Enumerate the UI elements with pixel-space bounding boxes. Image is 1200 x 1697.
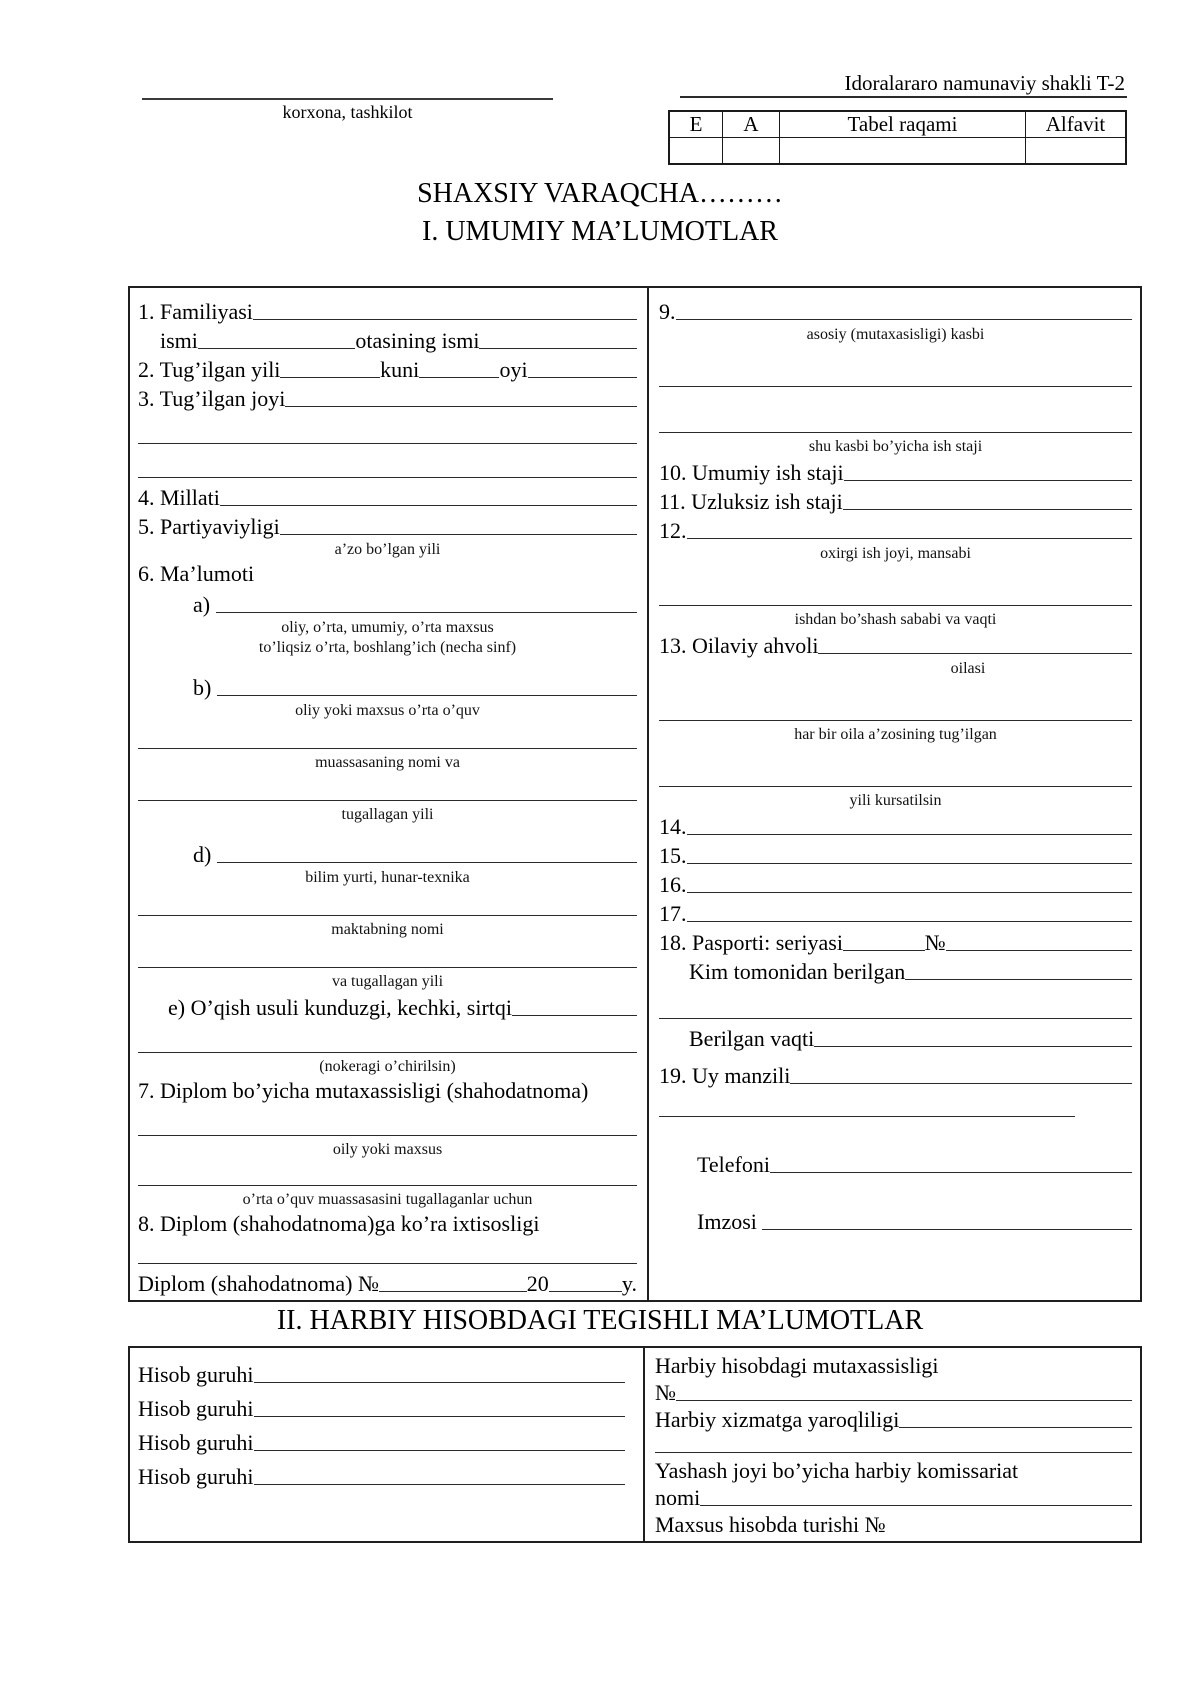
- field-label: ismi: [160, 328, 198, 353]
- field-caption: maktabning nomi: [331, 921, 444, 938]
- field-label: 19. Uy manzili: [659, 1063, 791, 1088]
- spacer: [138, 888, 637, 896]
- form-field-line: [689, 956, 1132, 985]
- fill-line: [843, 509, 1132, 510]
- field-label: №: [655, 1380, 676, 1405]
- field-label: Imzosi: [697, 1209, 763, 1234]
- field-caption: muassasaning nomi va: [315, 754, 460, 771]
- field-caption: o’rta o’quv muassasasini tugallaganlar uchun: [242, 1191, 533, 1208]
- field-caption: ishdan bo’shash sababi va vaqti: [794, 611, 997, 628]
- fill-line: [843, 950, 925, 951]
- section1-right-column: [649, 288, 1140, 1300]
- spacer: [659, 985, 1132, 999]
- form-text-line: 6. Ma’lumoti: [138, 561, 255, 586]
- id-table-empty-cell: [670, 138, 723, 163]
- blank-fill-line: [659, 767, 1132, 787]
- form-field-line: [168, 992, 637, 1021]
- spacer: [659, 1052, 1132, 1060]
- fill-line: [687, 538, 1133, 539]
- form-field-line: [659, 1060, 1132, 1089]
- field-caption: oxirgi ish joyi, mansabi: [820, 545, 971, 562]
- form-text-line: Harbiy hisobdagi mutaxassisligi: [655, 1353, 939, 1378]
- blank-fill-line: [138, 1166, 637, 1186]
- field-label: 1. Familiyasi: [138, 299, 253, 324]
- fill-line: [762, 1229, 1132, 1230]
- field-label: 5. Partiyaviyligi: [138, 514, 280, 539]
- fill-line: [687, 921, 1133, 922]
- fill-line: [814, 1046, 1132, 1047]
- form-field-line: [659, 630, 1132, 659]
- form-field-line: [138, 296, 637, 325]
- spacer: [138, 412, 637, 424]
- id-table-cell-alfavit: Alfavit: [1026, 112, 1125, 138]
- form-field-line: [659, 486, 1132, 515]
- field-label: nomi: [655, 1485, 701, 1510]
- fill-line: [419, 377, 499, 378]
- fill-line: [946, 950, 1132, 951]
- blank-fill-line: [659, 999, 1132, 1019]
- field-label: 20: [526, 1271, 549, 1296]
- form-field-line: [659, 927, 1132, 956]
- spacer: [138, 1106, 637, 1116]
- fill-line: [770, 1172, 1132, 1173]
- field-label: Hisob guruhi: [138, 1362, 254, 1387]
- form-field-line: [160, 325, 637, 354]
- section1-title: I. UMUMIY MA’LUMOTLAR: [422, 216, 778, 247]
- field-label: Harbiy xizmatga yaroqliligi: [655, 1407, 900, 1432]
- field-label: b): [193, 675, 217, 700]
- fill-line: [217, 862, 637, 863]
- fill-line: [254, 1484, 626, 1485]
- field-label: oyi: [499, 357, 528, 382]
- field-label: Hisob guruhi: [138, 1430, 254, 1455]
- fill-line: [254, 1450, 626, 1451]
- form-field-line: [655, 1406, 1132, 1433]
- field-label: d): [193, 842, 217, 867]
- id-table-cell-tabel-raqami: Tabel raqami: [780, 112, 1026, 138]
- form-field-line: [138, 1456, 625, 1490]
- fill-line: [220, 505, 637, 506]
- fill-line: [253, 319, 637, 320]
- field-caption: oily yoki maxsus: [332, 1141, 443, 1158]
- spacer: [659, 745, 1132, 767]
- section2-box: [128, 1346, 1142, 1543]
- field-caption: a’zo bo’lgan yili: [334, 541, 441, 558]
- blank-fill-line: [655, 1433, 1132, 1453]
- field-label: 12.: [659, 518, 687, 543]
- field-label: y.: [621, 1271, 637, 1296]
- form-field-line: [697, 1149, 1132, 1178]
- fill-line: [198, 348, 356, 349]
- spacer: [659, 391, 1132, 413]
- field-label: Berilgan vaqti: [689, 1026, 815, 1051]
- blank-fill-line: [659, 701, 1132, 721]
- form-field-line: [193, 839, 637, 868]
- fill-line: [676, 1400, 1132, 1401]
- fill-line: [216, 612, 637, 613]
- form-field-line: [138, 1422, 625, 1456]
- field-caption: oliy, o’rta, umumiy, o’rta maxsus: [281, 619, 494, 636]
- field-caption: to’liqsiz o’rta, boshlang’ich (necha sinf): [258, 639, 517, 656]
- spacer: [659, 1121, 1132, 1149]
- spacer: [138, 773, 637, 781]
- field-caption: har bir oila a’zosining tug’ilgan: [794, 726, 997, 743]
- field-label: 18. Pasporti: seriyasi: [659, 930, 843, 955]
- spacer: [138, 1021, 637, 1033]
- field-label: 10. Umumiy ish staji: [659, 460, 844, 485]
- field-label: 13. Oilaviy ahvoli: [659, 633, 819, 658]
- section2-left-column: [130, 1348, 645, 1541]
- field-caption: asosiy (mutaxasisligi) kasbi: [806, 326, 985, 343]
- field-caption: shu kasbi bo’yicha ish staji: [808, 438, 983, 455]
- form-field-line: [655, 1379, 1132, 1406]
- form-field-line: [659, 811, 1132, 840]
- field-label: 3. Tug’ilgan joyi: [138, 386, 286, 411]
- blank-fill-line: [138, 781, 637, 801]
- id-table-cell-e: E: [670, 112, 723, 138]
- fill-line: [790, 1083, 1132, 1084]
- field-caption: va tugallagan yili: [331, 973, 444, 990]
- form-text-line: 8. Diplom (shahodatnoma)ga ko’ra ixtisosligi: [138, 1211, 540, 1236]
- form-field-line: [697, 1206, 1132, 1235]
- form-field-line: [138, 383, 637, 412]
- field-label: 16.: [659, 872, 687, 897]
- spacer: [659, 1089, 1132, 1097]
- field-label: Hisob guruhi: [138, 1464, 254, 1489]
- field-label: 11. Uzluksiz ish staji: [659, 489, 843, 514]
- id-table-empty-cell: [723, 138, 780, 163]
- spacer: [138, 448, 637, 458]
- field-label: otasining ismi: [355, 328, 480, 353]
- field-label: №: [924, 930, 946, 955]
- form-field-line: [138, 1297, 637, 1300]
- blank-fill-line: [138, 896, 637, 916]
- fill-line: [280, 377, 380, 378]
- fill-line: [285, 406, 637, 407]
- spacer: [138, 721, 637, 729]
- field-caption: oilasi: [950, 660, 986, 677]
- field-label: 4. Millati: [138, 485, 220, 510]
- blank-fill-line: [138, 729, 637, 749]
- field-label: a): [193, 592, 216, 617]
- spacer: [659, 564, 1132, 586]
- form-field-line: [689, 1023, 1132, 1052]
- spacer: [659, 1178, 1132, 1206]
- form-text-line: Yashash joyi bo’yicha harbiy komissariat: [655, 1458, 1019, 1483]
- form-field-line: [138, 1354, 625, 1388]
- fill-line: [280, 534, 637, 535]
- field-label: 14.: [659, 814, 687, 839]
- spacer: [659, 345, 1132, 367]
- fill-line: [687, 892, 1133, 893]
- blank-fill-line: [138, 1116, 637, 1136]
- fill-line: [479, 348, 637, 349]
- form-field-line: [193, 672, 637, 701]
- field-label: 17.: [659, 901, 687, 926]
- fill-line: [687, 863, 1133, 864]
- field-label: Hisob guruhi: [138, 1396, 254, 1421]
- section2-title: II. HARBIY HISOBDAGI TEGISHLI MA’LUMOTLAR: [276, 1305, 924, 1336]
- id-table: [668, 110, 1127, 165]
- blank-fill-line: [138, 424, 637, 444]
- form-field-line: [655, 1484, 1132, 1511]
- field-caption: bilim yurti, hunar-texnika: [305, 869, 470, 886]
- field-label: 15.: [659, 843, 687, 868]
- blank-fill-line: [138, 948, 637, 968]
- fill-line: [899, 1427, 1132, 1428]
- blank-fill-line: [659, 413, 1132, 433]
- fill-line: [379, 1291, 527, 1292]
- fill-line: [818, 653, 1132, 654]
- blank-fill-line: [138, 1244, 637, 1264]
- blank-fill-line: [138, 1033, 637, 1053]
- form-field-line: [138, 511, 637, 540]
- field-label: kuni: [380, 357, 420, 382]
- fill-line: [254, 1382, 626, 1383]
- section1-box: [128, 286, 1142, 1302]
- field-label: Diplom (shahodatnoma) №: [138, 1271, 379, 1296]
- form-field-line: [659, 840, 1132, 869]
- fill-line: [700, 1505, 1132, 1506]
- spacer: [138, 825, 637, 839]
- id-table-empty-cell: [780, 138, 1026, 163]
- form-text-line: 7. Diplom bo’yicha mutaxassisligi (shahodatnoma): [138, 1078, 589, 1103]
- fill-line: [844, 480, 1132, 481]
- field-label: Telefoni: [697, 1152, 770, 1177]
- fill-line: [687, 834, 1133, 835]
- form-field-line: [659, 296, 1132, 325]
- id-table-cell-a: A: [723, 112, 780, 138]
- fill-line: [549, 1291, 622, 1292]
- section1-left-column: [130, 288, 649, 1300]
- form-field-line: [138, 354, 637, 383]
- form-field-line: [193, 589, 637, 618]
- form-text-line: Maxsus hisobda turishi №: [655, 1512, 886, 1537]
- page-title: SHAXSIY VARAQCHA………: [417, 178, 783, 209]
- field-label: e) O’qish usuli kunduzgi, kechki, sirtqi: [168, 995, 513, 1020]
- field-caption: (nokeragi o’chirilsin): [319, 1058, 456, 1075]
- spacer: [659, 679, 1132, 701]
- blank-fill-line: [138, 458, 637, 478]
- field-caption: tugallagan yili: [341, 806, 434, 823]
- field-label: 9.: [659, 299, 676, 324]
- field-caption: yili kursatilsin: [849, 792, 942, 809]
- field-label: Kim tomonidan berilgan: [689, 959, 906, 984]
- form-field-line: [138, 1388, 625, 1422]
- form-field-line: [138, 1268, 637, 1297]
- form-field-line: [659, 898, 1132, 927]
- section2-right-column: [645, 1348, 1140, 1541]
- blank-fill-line: [659, 1097, 1075, 1117]
- spacer: [138, 940, 637, 948]
- form-reference-title: Idoralararo namunaviy shakli T-2: [680, 70, 1127, 98]
- spacer: [138, 658, 637, 672]
- blank-fill-line: [659, 586, 1132, 606]
- organization-caption: korxona, tashkilot: [282, 102, 413, 122]
- form-field-line: [659, 457, 1132, 486]
- form-field-line: [659, 869, 1132, 898]
- fill-line: [217, 695, 637, 696]
- organization-fill-line: [142, 78, 553, 100]
- field-caption: oliy yoki maxsus o’rta o’quv: [295, 702, 480, 719]
- blank-fill-line: [659, 367, 1132, 387]
- form-field-line: [138, 482, 637, 511]
- fill-line: [528, 377, 637, 378]
- form-field-line: [659, 515, 1132, 544]
- fill-line: [905, 979, 1132, 980]
- fill-line: [254, 1416, 626, 1417]
- fill-line: [676, 319, 1133, 320]
- fill-line: [512, 1015, 637, 1016]
- field-label: 2. Tug’ilgan yili: [138, 357, 281, 382]
- id-table-empty-cell: [1026, 138, 1125, 163]
